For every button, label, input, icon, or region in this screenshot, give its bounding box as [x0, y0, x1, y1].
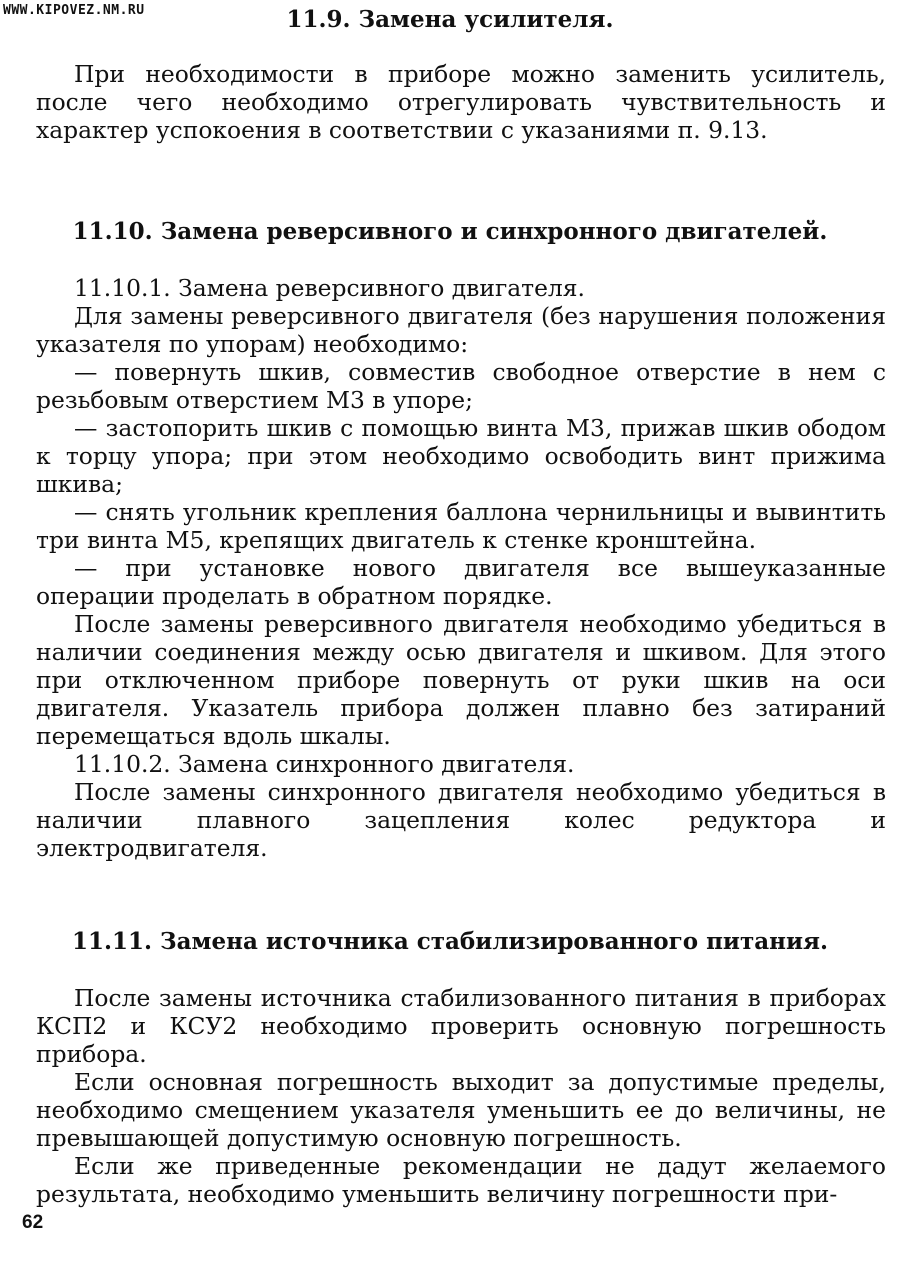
section-heading-11-9: 11.9. Замена усилителя. [286, 6, 614, 33]
paragraph: При необходимости в приборе можно заменить усилитель, после чего необходимо отрегулировать чувствительность и характер успокоения в соответствии с указаниями п. 9.13. [36, 60, 886, 144]
section-heading-11-10: 11.10. Замена реверсивного и синхронного двигателей. [72, 218, 828, 245]
section-body-11-11 [36, 984, 886, 1208]
paragraph: Для замены реверсивного двигателя (без нарушения положения указателя по упорам) необходимо: [36, 302, 886, 358]
page-number: 62 [22, 1212, 44, 1233]
site-watermark: WWW.KIPOVEZ.NM.RU [3, 3, 145, 18]
list-item: — снять угольник крепления баллона чернильницы и вывинтить три винта М5, крепящих двигатель к стенке кронштейна. [36, 498, 886, 554]
paragraph: После замены источника стабилизованного питания в приборах КСП2 и КСУ2 необходимо проверить основную погрешность прибора. [36, 984, 886, 1068]
section-body-11-10 [36, 274, 886, 862]
paragraph: Если же приведенные рекомендации не дадут желаемого результата, необходимо уменьшить величину погрешности при- [36, 1152, 886, 1208]
section-body-11-9 [36, 60, 886, 144]
subsection-title: 11.10.2. Замена синхронного двигателя. [74, 750, 575, 778]
paragraph: Если основная погрешность выходит за допустимые пределы, необходимо смещением указателя уменьшить ее до величины, не превышающей допустимую основную погрешность. [36, 1068, 886, 1152]
list-item: — при установке нового двигателя все вышеуказанные операции проделать в обратном порядке. [36, 554, 886, 610]
list-item: — повернуть шкив, совместив свободное отверстие в нем с резьбовым отверстием М3 в упоре; [36, 358, 886, 414]
subsection-title: 11.10.1. Замена реверсивного двигателя. [74, 274, 585, 302]
list-item: — застопорить шкив с помощью винта М3, прижав шкив ободом к торцу упора; при этом необходимо освободить винт прижима шкива; [36, 414, 886, 498]
paragraph: После замены синхронного двигателя необходимо убедиться в наличии плавного зацепления колес редуктора и электродвигателя. [36, 778, 886, 862]
paragraph: После замены реверсивного двигателя необходимо убедиться в наличии соединения между осью двигателя и шкивом. Для этого при отключенном приборе повернуть от руки шкив на оси двигателя. Указатель прибора должен плавно без затираний перемещаться вдоль шкалы. [36, 610, 886, 750]
section-heading-11-11: 11.11. Замена источника стабилизированного питания. [71, 928, 829, 955]
